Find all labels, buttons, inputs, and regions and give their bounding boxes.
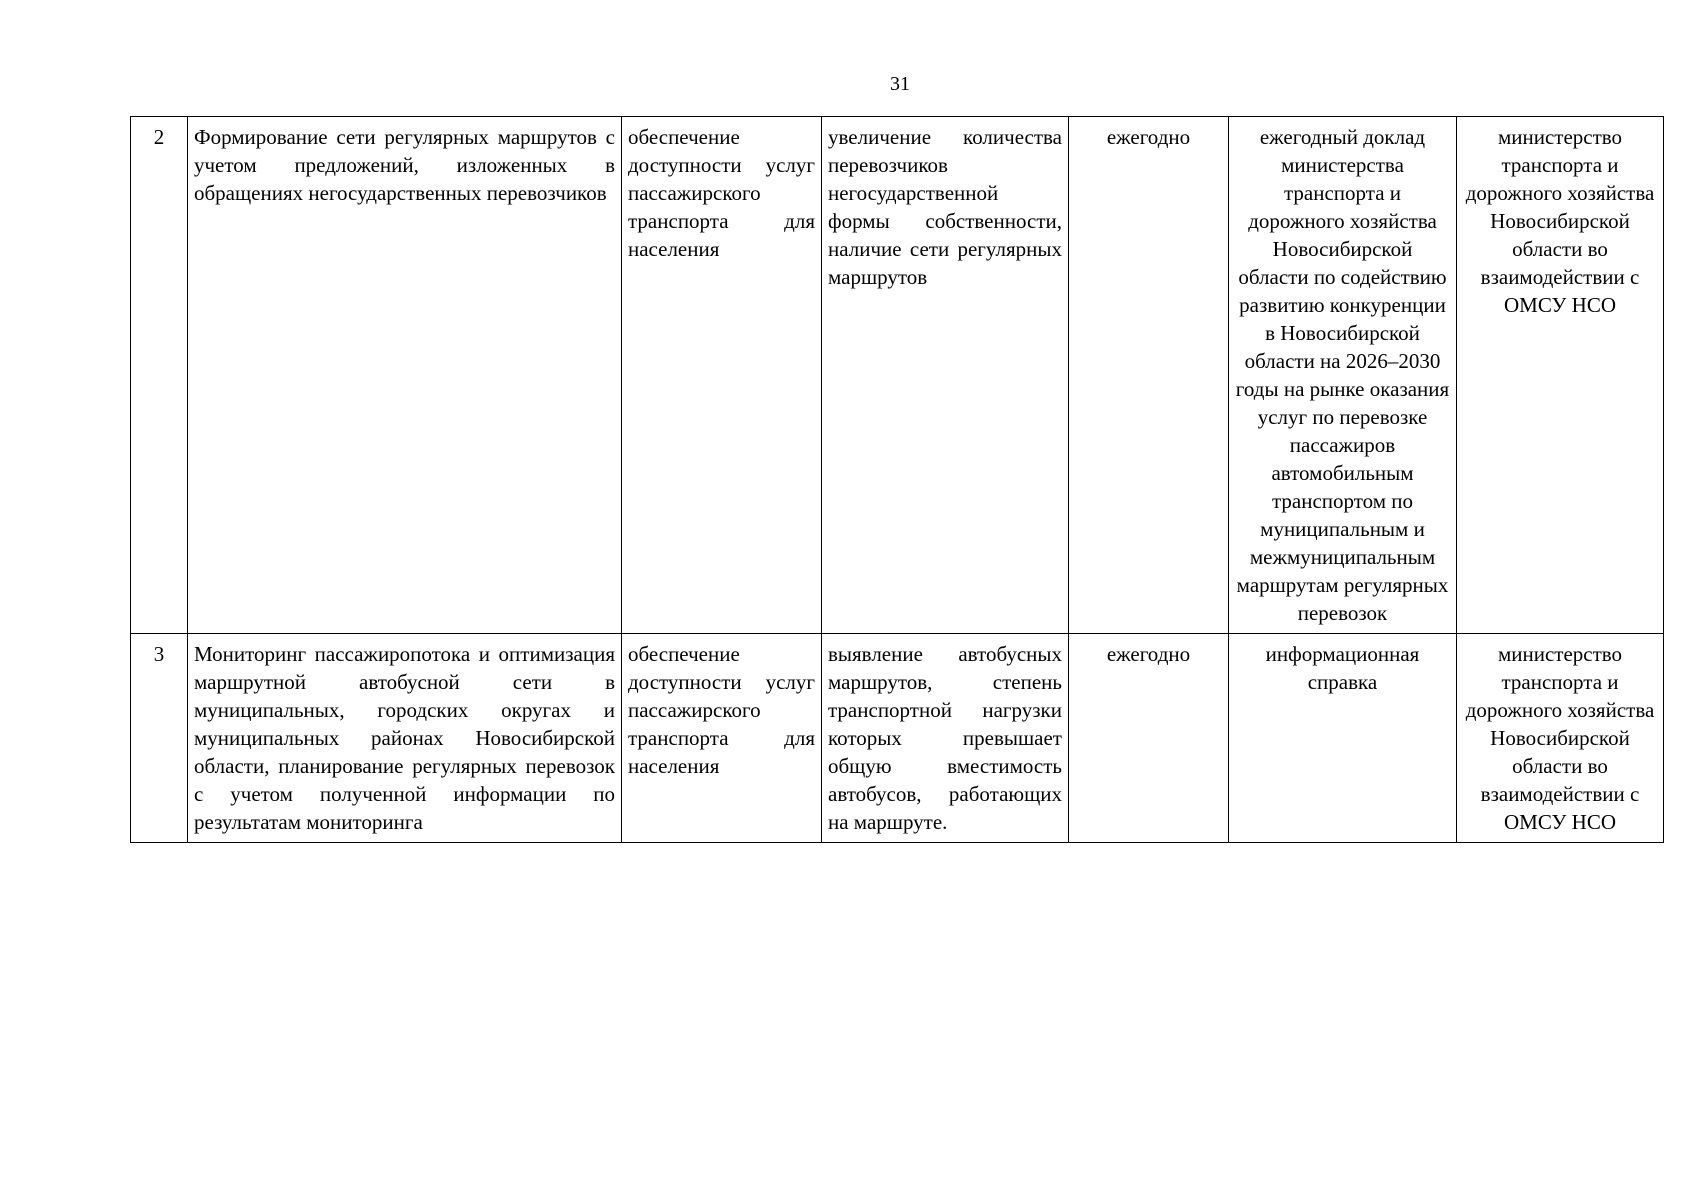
row-number: 3: [131, 634, 188, 843]
table-row: [131, 634, 1664, 843]
period-cell: ежегодно: [1069, 634, 1229, 843]
responsible-cell: министерство транспорта и дорожного хозяйства Новосибирской области во взаимодействии с ОМСУ НСО: [1457, 634, 1664, 843]
row-number: 2: [131, 117, 188, 634]
responsible-cell: министерство транспорта и дорожного хозяйства Новосибирской области во взаимодействии с ОМСУ НСО: [1457, 117, 1664, 634]
document-cell: информационная справка: [1229, 634, 1457, 843]
measure-cell: Формирование сети регулярных маршрутов с учетом предложений, изложенных в обращениях негосударственных перевозчиков: [188, 117, 622, 634]
goal-cell: обеспечение доступности услуг пассажирского транспорта для населения: [622, 634, 822, 843]
goal-cell: обеспечение доступности услуг пассажирского транспорта для населения: [622, 117, 822, 634]
result-cell: выявление автобусных маршрутов, степень транспортной нагрузки которых превышает общую вместимость автобусов, работающих на маршруте.: [822, 634, 1069, 843]
table-row: [131, 117, 1664, 634]
page-number: 31: [890, 73, 910, 95]
measure-cell: Мониторинг пассажиропотока и оптимизация маршрутной автобусной сети в муниципальных, городских округах и муниципальных районах Новосибирской области, планирование регулярных перевозок с учетом полученной информации по результатам мониторинга: [188, 634, 622, 843]
result-cell: увеличение количества перевозчиков негосударственной формы собственности, наличие сети регулярных маршрутов: [822, 117, 1069, 634]
document-cell: ежегодный доклад министерства транспорта и дорожного хозяйства Новосибирской области по содействию развитию конкуренции в Новосибирской области на 2026–2030 годы на рынке оказания услуг по перевозке пассажиров автомобильным транспортом по муниципальным и межмуниципальным маршрутам регулярных перевозок: [1229, 117, 1457, 634]
measures-table: [130, 116, 1664, 843]
period-cell: ежегодно: [1069, 117, 1229, 634]
